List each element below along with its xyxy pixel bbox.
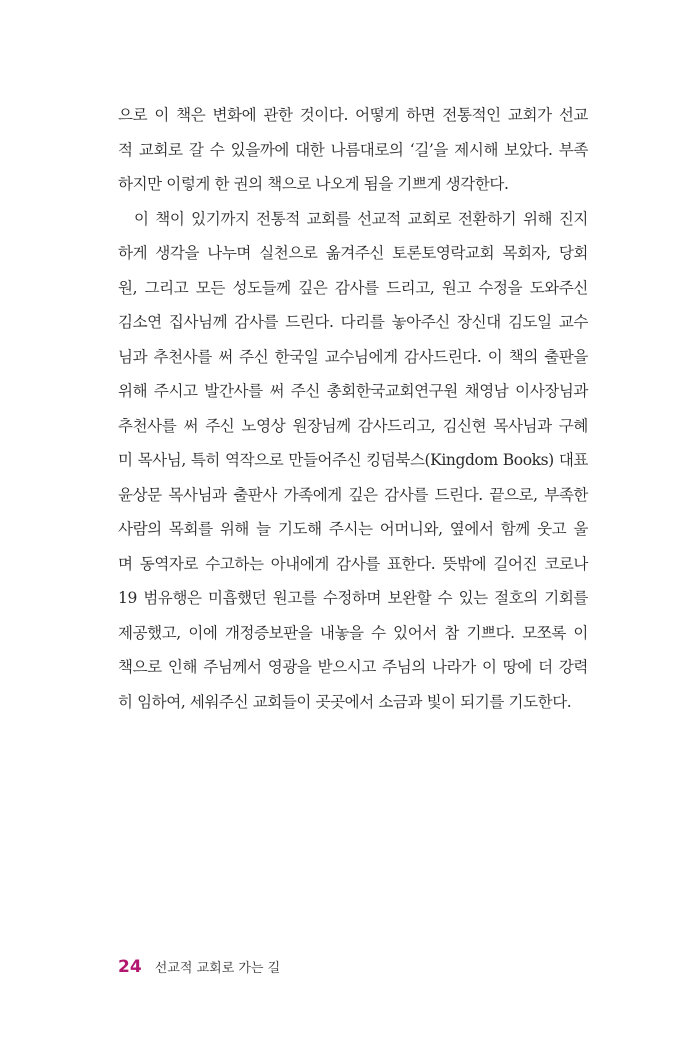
page-body: [118, 98, 588, 719]
text-line: 으로 이 책은 변화에 관한 것이다. 어떻게 하면 전통적인 교회가 선교: [118, 106, 588, 124]
text-line: 이 책이 있기까지 전통적 교회를 선교적 교회로 전환하기 위해 진지: [134, 209, 588, 228]
text-line: 19 범유행은 미흡했던 원고를 수정하며 보완할 수 있는 절호의 기회를: [118, 589, 588, 607]
text-line: 김소연 집사님께 감사를 드린다. 다리를 놓아주신 장신대 김도일 교수: [118, 313, 588, 331]
text-line: 님과 추천사를 써 주신 한국일 교수님에게 감사드린다. 이 책의 출판을: [118, 347, 588, 366]
text-line: 하지만 이렇게 한 권의 책으로 나오게 됨을 기쁘게 생각한다.: [118, 175, 509, 193]
text-line: 미 목사님, 특히 역작으로 만들어주신 킹덤북스(Kingdom Books) 대표: [118, 451, 588, 469]
text-line: 히 임하여, 세워주신 교회들이 곳곳에서 소금과 빛이 되기를 기도한다.: [118, 692, 572, 711]
text-line: 추천사를 써 주신 노영상 원장님께 감사드리고, 김신현 목사님과 구혜: [118, 416, 588, 435]
text-line: 적 교회로 갈 수 있을까에 대한 나름대로의 ‘길’을 제시해 보았다. 부족: [118, 140, 588, 159]
text-line: 제공했고, 이에 개정증보판을 내놓을 수 있어서 참 기쁘다. 모쪼록 이: [118, 623, 588, 642]
text-line: 하게 생각을 나누며 실천으로 옮겨주신 토론토영락교회 목회자, 당회: [118, 244, 588, 262]
text-line: 사람의 목회를 위해 늘 기도해 주시는 어머니와, 옆에서 함께 웃고 울: [118, 520, 588, 538]
text-line: 며 동역자로 수고하는 아내에게 감사를 표한다. 뜻밖에 길어진 코로나: [118, 554, 588, 573]
text-line: 책으로 인해 주님께서 영광을 받으시고 주님의 나라가 이 땅에 더 강력: [118, 658, 588, 676]
paragraph-1: [118, 98, 588, 202]
page-footer: [118, 955, 280, 979]
text-line: 위해 주시고 발간사를 써 주신 총회한국교회연구원 채영남 이사장님과: [118, 382, 588, 400]
text-line: 원, 그리고 모든 성도들께 깊은 감사를 드리고, 원고 수정을 도와주신: [118, 278, 588, 297]
text-line: 윤상문 목사님과 출판사 가족에게 깊은 감사를 드린다. 끝으로, 부족한: [118, 485, 588, 504]
running-title: 선교적 교회로 가는 길: [154, 961, 281, 976]
page-number: 24: [118, 957, 142, 977]
paragraph-2: [118, 202, 588, 720]
